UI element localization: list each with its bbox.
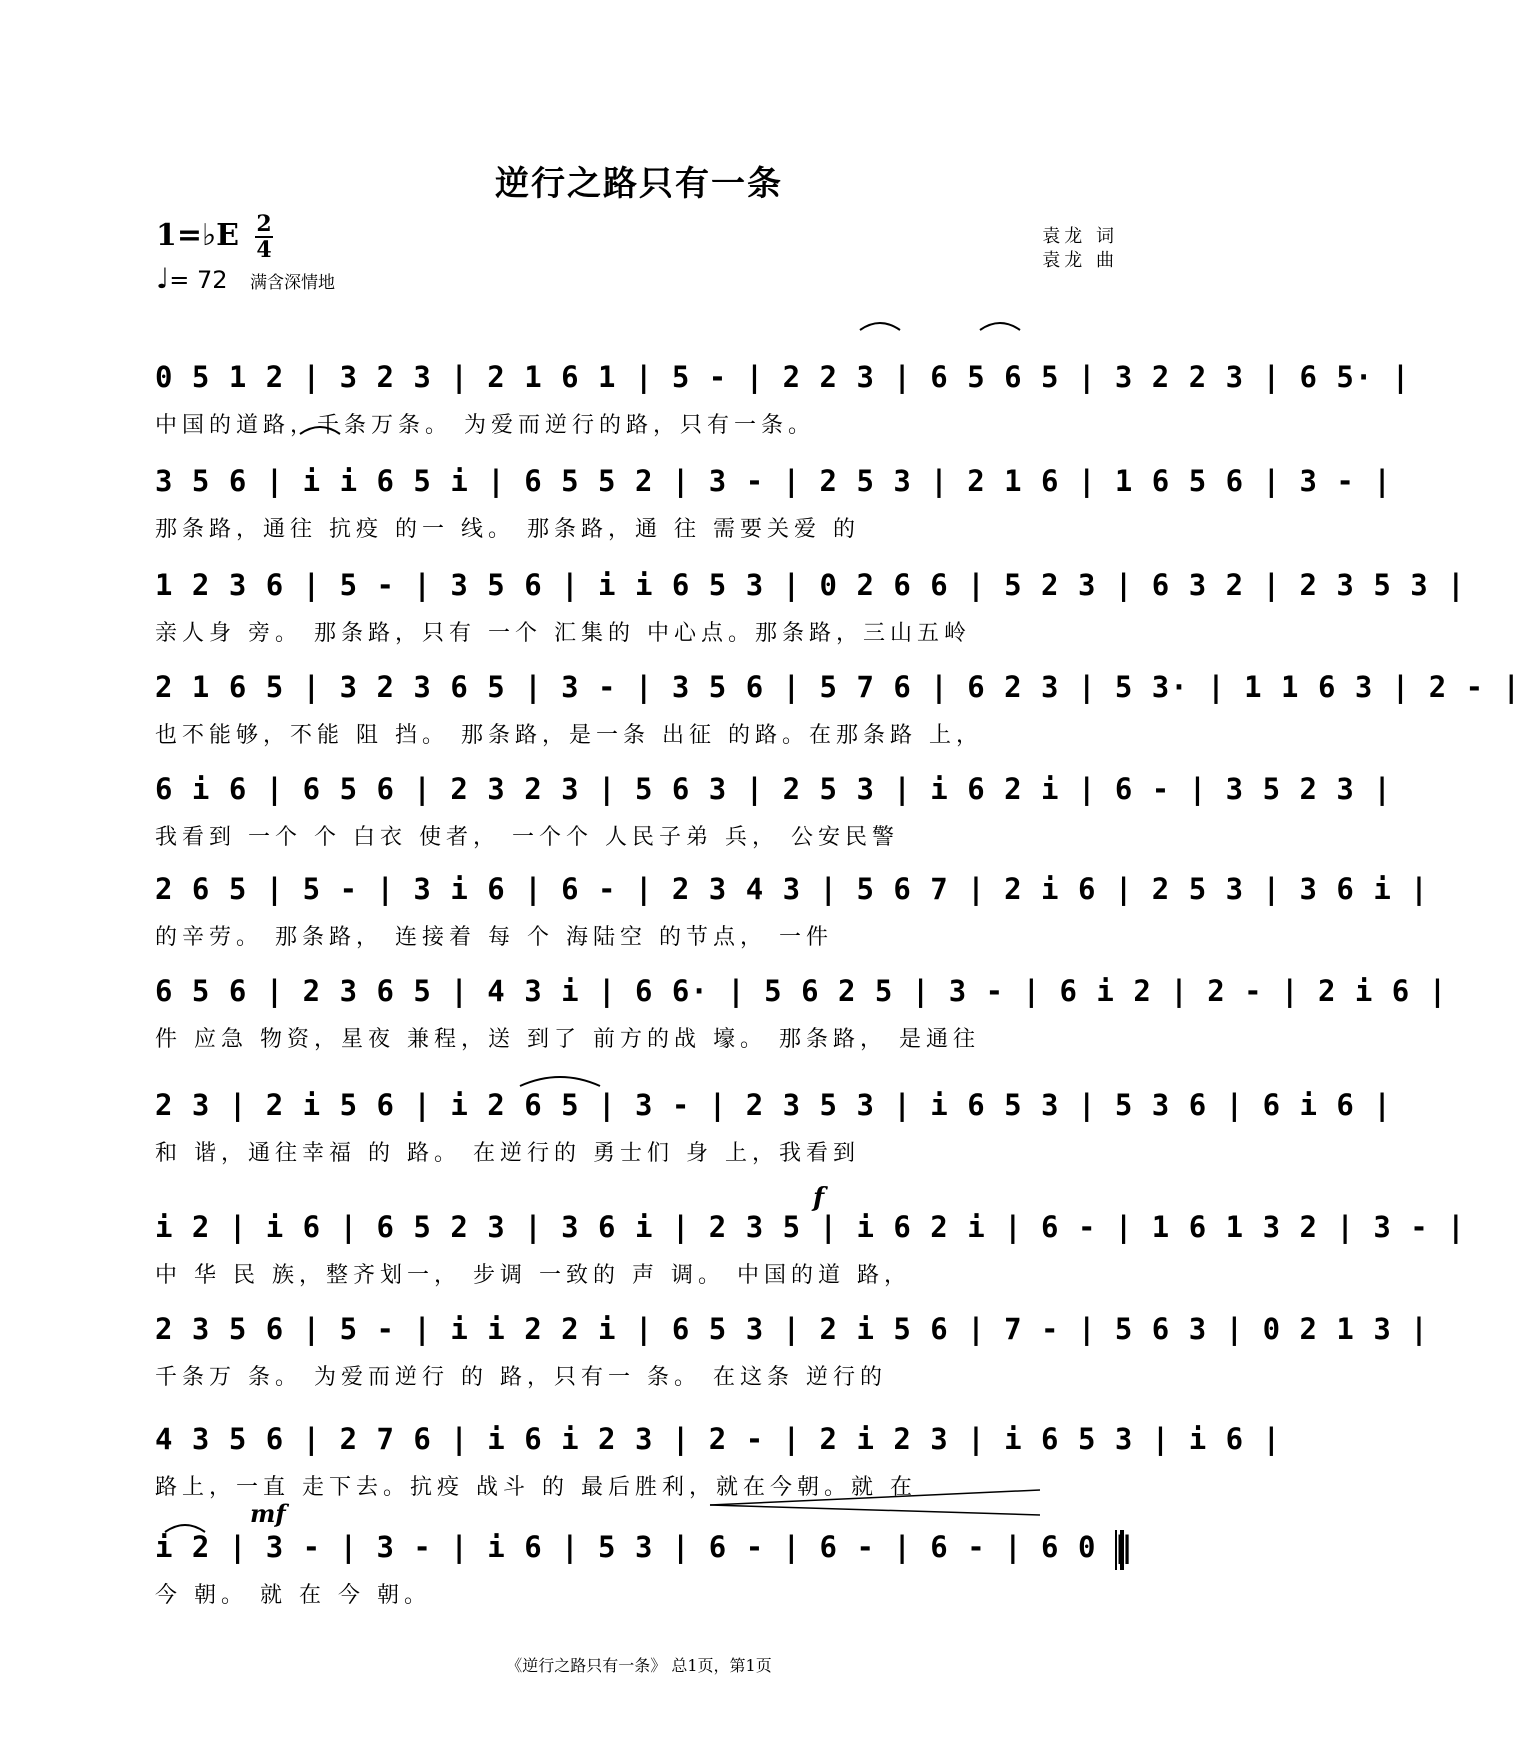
lyrics-line: 千条万 条。 为爱而逆行 的 路，只有一 条。 在这条 逆行的: [155, 1365, 887, 1390]
lyrics-line: 件 应急 物资，星夜 兼程，送 到了 前方的战 壕。 那条路， 是通往: [155, 1027, 980, 1052]
crescendo-line: [710, 1505, 1040, 1515]
notation-line: 2 1 6 5 | 3 2 3 6 5 | 3 - | 3 5 6 | 5 7 6 | 6 2 3 | 5 3· | 1 1 6 3 | 2 - |: [155, 670, 1521, 704]
time-signature-top: 2: [256, 211, 272, 237]
dynamic-mezzo-forte: mf: [250, 1499, 286, 1528]
lyrics-line: 路上，一直 走下去。抗疫 战斗 的 最后胜利，就在今朝。就 在: [155, 1475, 917, 1500]
page-footer: 《逆行之路只有一条》 总1页，第1页: [506, 1656, 772, 1675]
tempo-value: = 72: [169, 266, 228, 294]
lyrics-line: 也不能够，不能 阻 挡。 那条路，是一条 出征 的路。在那条路 上，: [155, 723, 983, 748]
notation-line: 3 5 6 | i i 6 5 i | 6 5 5 2 | 3 - | 2 5 3 | 2 1 6 | 1 6 5 6 | 3 - |: [155, 464, 1392, 498]
notation-line: 6 i 6 | 6 5 6 | 2 3 2 3 | 5 6 3 | 2 5 3 | i 6 2 i | 6 - | 3 5 2 3 |: [155, 772, 1392, 806]
notation-line: i 2 | 3 - | 3 - | i 6 | 5 3 | 6 - | 6 - | 6 - | 6 0 ‖: [155, 1530, 1134, 1564]
dynamic-forte: f: [813, 1183, 825, 1213]
time-signature-bottom: 4: [256, 237, 272, 263]
lyricist-credit: 袁龙 词: [1042, 226, 1118, 247]
lyrics-line: 中国的道路，千条万条。 为爱而逆行的路，只有一条。: [155, 413, 815, 438]
lyrics-line: 我看到 一个 个 白衣 使者， 一个个 人民子弟 兵， 公安民警: [155, 825, 899, 850]
notation-line: 4 3 5 6 | 2 7 6 | i 6 i 2 3 | 2 - | 2 i 2 3 | i 6 5 3 | i 6 |: [155, 1422, 1282, 1456]
lyrics-line: 那条路，通往 抗疫 的一 线。 那条路，通 往 需要关爱 的: [155, 517, 860, 542]
notation-line: 1 2 3 6 | 5 - | 3 5 6 | i i 6 5 3 | 0 2 6 6 | 5 2 3 | 6 3 2 | 2 3 5 3 |: [155, 568, 1466, 602]
tie-arc: [980, 323, 1020, 330]
song-title: 逆行之路只有一条: [495, 164, 783, 204]
lyrics-line: 中 华 民 族，整齐划一， 步调 一致的 声 调。 中国的道 路，: [155, 1263, 911, 1288]
time-signature: [255, 211, 273, 263]
notation-line: i 2 | i 6 | 6 5 2 3 | 3 6 i | 2 3 5 | i 6 2 i | 6 - | 1 6 1 3 2 | 3 - |: [155, 1210, 1466, 1244]
notation-line: 2 3 5 6 | 5 - | i i 2 2 i | 6 5 3 | 2 i 5 6 | 7 - | 5 6 3 | 0 2 1 3 |: [155, 1312, 1429, 1346]
quarter-note-icon: ♩: [156, 262, 170, 295]
notation-line: 0 5 1 2 | 3 2 3 | 2 1 6 1 | 5 - | 2 2 3 | 6 5 6 5 | 3 2 2 3 | 6 5· |: [155, 360, 1411, 394]
lyrics-line: 今 朝。 就 在 今 朝。: [155, 1583, 431, 1608]
expression-marking: 满含深情地: [250, 273, 335, 293]
lyrics-line: 和 谐，通往幸福 的 路。 在逆行的 勇士们 身 上，我看到: [155, 1141, 860, 1166]
tempo-marking: [156, 262, 228, 295]
lyrics-line: 的辛劳。 那条路， 连接着 每 个 海陆空 的节点， 一件: [155, 925, 833, 950]
notation-line: 2 3 | 2 i 5 6 | i 2 6 5 | 3 - | 2 3 5 3 | i 6 5 3 | 5 3 6 | 6 i 6 |: [155, 1088, 1392, 1122]
tie-arc: [860, 323, 900, 330]
lyrics-line: 亲人身 旁。 那条路，只有 一个 汇集的 中心点。那条路，三山五岭: [155, 621, 971, 646]
notation-line: 2 6 5 | 5 - | 3 i 6 | 6 - | 2 3 4 3 | 5 6 7 | 2 i 6 | 2 5 3 | 3 6 i |: [155, 872, 1429, 906]
notation-line: 6 5 6 | 2 3 6 5 | 4 3 i | 6 6· | 5 6 2 5 | 3 - | 6 i 2 | 2 - | 2 i 6 |: [155, 974, 1448, 1008]
key-signature: 1=♭E: [156, 218, 240, 253]
composer-credit: 袁龙 曲: [1042, 250, 1118, 271]
